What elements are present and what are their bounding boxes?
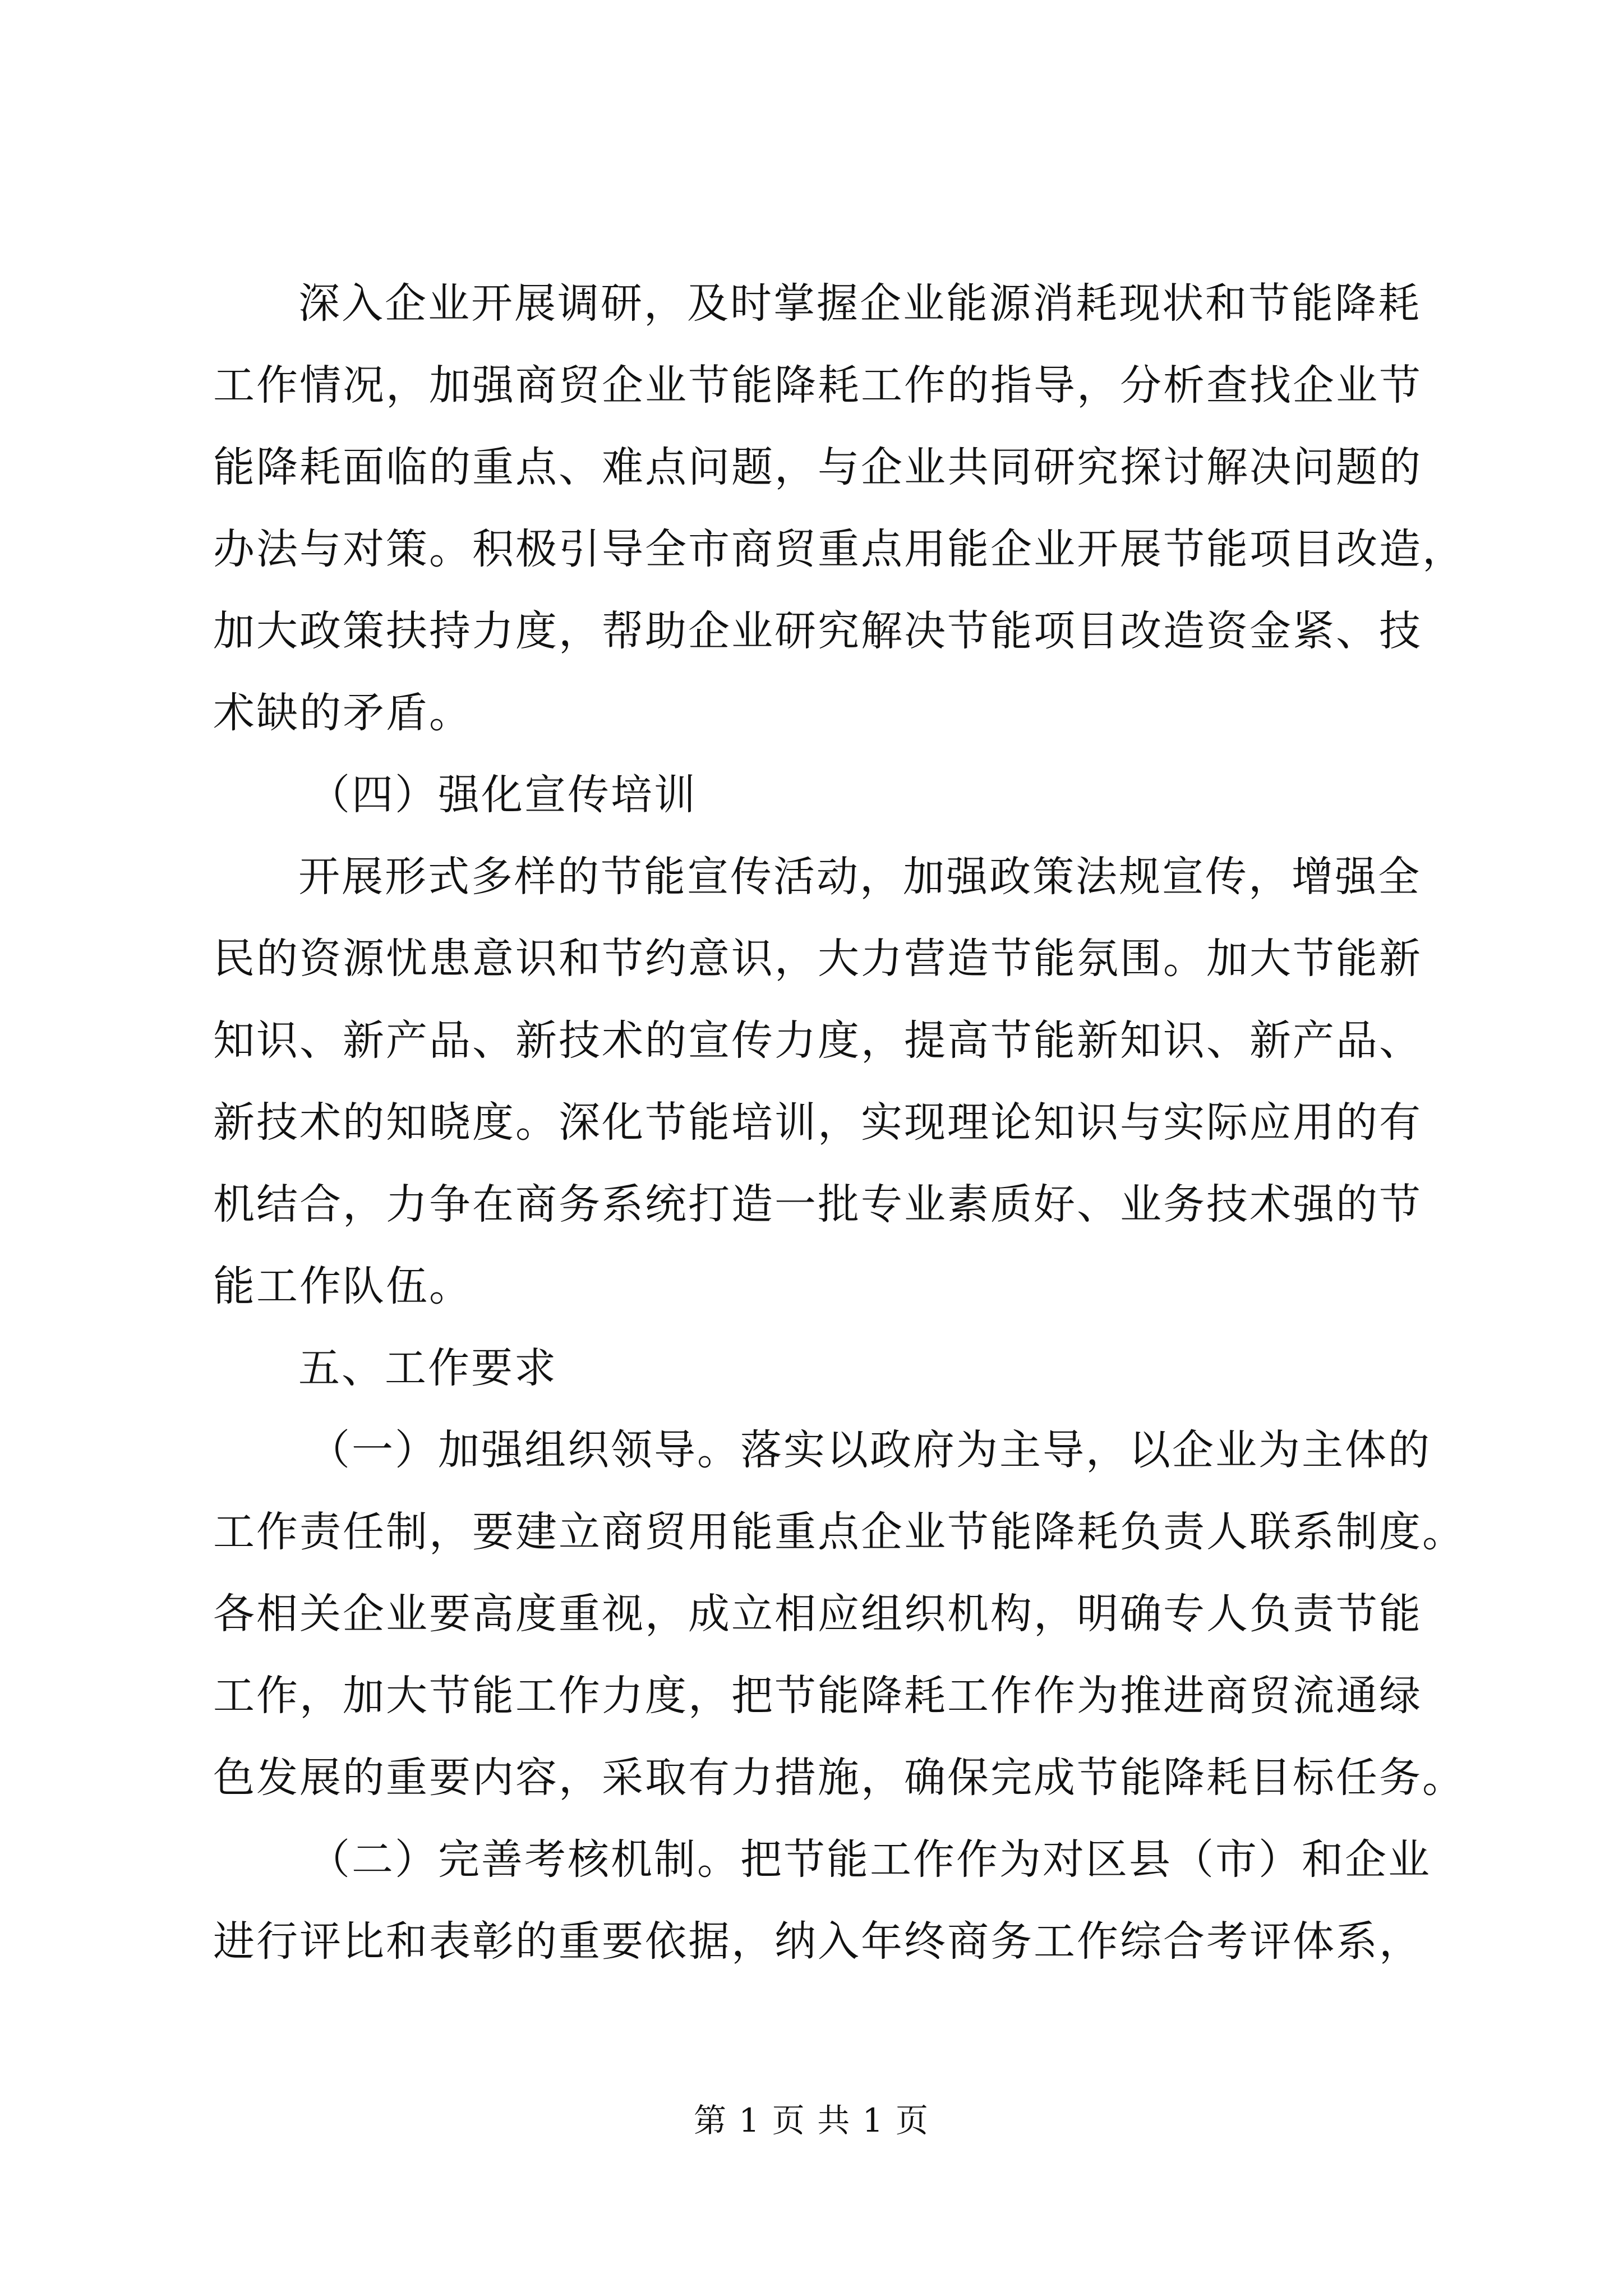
body-line: 能降耗面临的重点、难点问题，与企业共同研究探讨解决问题的 [213, 443, 1422, 491]
body-line: 办法与对策。积极引导全市商贸重点用能企业开展节能项目改造， [213, 525, 1465, 573]
body-line: 深入企业开展调研，及时掌握企业能源消耗现状和节能降耗 [298, 279, 1421, 328]
body-line: 工作责任制，要建立商贸用能重点企业节能降耗负责人联系制度。 [213, 1508, 1465, 1556]
body-line: 术缺的矛盾。 [213, 689, 472, 737]
section-heading: 五、工作要求 [298, 1344, 557, 1392]
body-line: 能工作队伍。 [213, 1262, 472, 1310]
body-line: 机结合，力争在商务系统打造一批专业素质好、业务技术强的节 [213, 1180, 1422, 1228]
body-line: （一）加强组织领导。落实以政府为主导，以企业为主体的 [308, 1426, 1431, 1474]
body-line: （二）完善考核机制。把节能工作作为对区县（市）和企业 [308, 1835, 1431, 1884]
body-line: 开展形式多样的节能宣传活动，加强政策法规宣传，增强全 [298, 853, 1421, 901]
body-line: 工作情况，加强商贸企业节能降耗工作的指导，分析查找企业节 [213, 361, 1422, 409]
body-line: 色发展的重要内容，采取有力措施，确保完成节能降耗目标任务。 [213, 1754, 1465, 1802]
document-body [213, 263, 1465, 1982]
body-line: 新技术的知晓度。深化节能培训，实现理论知识与实际应用的有 [213, 1098, 1422, 1147]
body-line: 民的资源忧患意识和节约意识，大力营造节能氛围。加大节能新 [213, 935, 1422, 983]
page-number-footer: 第 1 页 共 1 页 [694, 2101, 929, 2139]
body-line: 工作，加大节能工作力度，把节能降耗工作作为推进商贸流通绿 [213, 1672, 1422, 1720]
body-line: 加大政策扶持力度，帮助企业研究解决节能项目改造资金紧、技 [213, 607, 1422, 655]
body-line: 知识、新产品、新技术的宣传力度，提高节能新知识、新产品、 [213, 1016, 1422, 1065]
section-heading: （四）强化宣传培训 [308, 771, 697, 819]
body-line: 进行评比和表彰的重要依据，纳入年终商务工作综合考评体系， [213, 1917, 1422, 1966]
body-line: 各相关企业要高度重视，成立相应组织机构，明确专人负责节能 [213, 1590, 1422, 1638]
